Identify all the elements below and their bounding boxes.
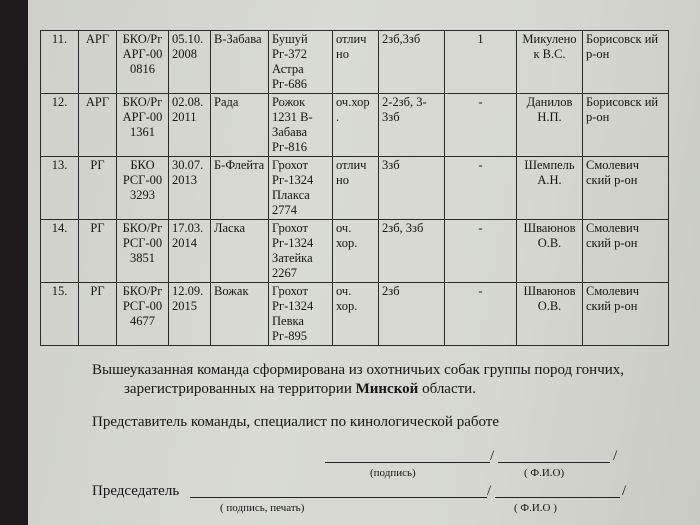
cell-reg: БКО/Рг АРГ-001361 [117, 94, 169, 157]
cell-reg: БКО/Рг РСГ-004677 [117, 283, 169, 346]
cell-name: Б-Флейта [211, 157, 269, 220]
chairman-name-line [495, 497, 620, 498]
cell-diplomas: 2зб,3зб [379, 31, 445, 94]
footer: Вышеуказанная команда сформирована из охотничьих собак группы пород гончих, зарегистрированных на территории Минской области. Представитель команды, специалист по кинологической работе / / (подпись) ( Ф.И.О) Председатель / / ( подпись, печать) ( Ф.И.О ) [92, 362, 627, 514]
representative-label: Представитель команды, специалист по кинологической работе [92, 414, 499, 430]
cell-name: Вожак [211, 283, 269, 346]
cell-place: 1 [445, 31, 517, 94]
cell-num: 15. [41, 283, 79, 346]
cell-parents: Грохот Рг-1324 Певка Рг-895 [269, 283, 333, 346]
cell-reg: БКО/Рг РСГ-003851 [117, 220, 169, 283]
cell-date: 02.08. 2011 [169, 94, 211, 157]
cell-date: 17.03. 2014 [169, 220, 211, 283]
cell-breed: АРГ [79, 94, 117, 157]
representative-name-line [498, 462, 610, 463]
cell-date: 12.09. 2015 [169, 283, 211, 346]
cell-reg: БКО/Рг АРГ-000816 [117, 31, 169, 94]
cell-district: Смолевич ский р-он [583, 220, 669, 283]
cell-district: Смолевич ский р-он [583, 157, 669, 220]
cell-grade: оч. хор. [333, 283, 379, 346]
cell-grade: отлич но [333, 31, 379, 94]
cell-district: Смолевич ский р-он [583, 283, 669, 346]
chairman-label: Председатель [92, 483, 180, 499]
cell-name: В-Забава [211, 31, 269, 94]
cell-owner: Шваюнов О.В. [517, 283, 583, 346]
cell-grade: оч.хор . [333, 94, 379, 157]
cell-owner: Шваюнов О.В. [517, 220, 583, 283]
cell-breed: РГ [79, 220, 117, 283]
chairman-signature-line [190, 497, 487, 498]
cell-grade: отлич но [333, 157, 379, 220]
cell-parents: Рожок 1231 В-Забава Рг-816 [269, 94, 333, 157]
cell-name: Ласка [211, 220, 269, 283]
cell-num: 14. [41, 220, 79, 283]
cell-parents: Грохот Рг-1324 Затейка 2267 [269, 220, 333, 283]
cell-date: 05.10. 2008 [169, 31, 211, 94]
cell-num: 12. [41, 94, 79, 157]
cell-diplomas: 2зб [379, 283, 445, 346]
cell-num: 11. [41, 31, 79, 94]
cell-place: - [445, 94, 517, 157]
team-statement-line1: Вышеуказанная команда сформирована из охотничьих собак группы пород гончих, [92, 362, 625, 378]
signature-caption: (подпись) [370, 467, 416, 479]
cell-owner: Шемпель А.Н. [517, 157, 583, 220]
cell-grade: оч. хор. [333, 220, 379, 283]
cell-owner: Данилов Н.П. [517, 94, 583, 157]
signature-seal-caption: ( подпись, печать) [220, 502, 305, 514]
cell-diplomas: 2зб, 3зб [379, 220, 445, 283]
fio-caption: ( Ф.И.О) [524, 467, 565, 479]
cell-name: Рада [211, 94, 269, 157]
cell-place: - [445, 283, 517, 346]
cell-parents: Грохот Рг-1324 Плакса 2774 [269, 157, 333, 220]
cell-district: Борисовск ий р-он [583, 31, 669, 94]
cell-place: - [445, 220, 517, 283]
team-statement-line2: зарегистрированных на территории Минской области. [124, 381, 476, 397]
cell-district: Борисовск ий р-он [583, 94, 669, 157]
region-name: Минской [355, 381, 419, 397]
cell-diplomas: 2-2зб, 3-3зб [379, 94, 445, 157]
cell-parents: Бушуй Рг-372 Астра Рг-686 [269, 31, 333, 94]
cell-num: 13. [41, 157, 79, 220]
cell-breed: РГ [79, 283, 117, 346]
cell-breed: АРГ [79, 31, 117, 94]
cell-diplomas: 3зб [379, 157, 445, 220]
cell-breed: РГ [79, 157, 117, 220]
cell-reg: БКО РСГ-003293 [117, 157, 169, 220]
representative-signature-line [325, 462, 490, 463]
fio-caption-2: ( Ф.И.О ) [514, 502, 557, 514]
cell-owner: Микулено к В.С. [517, 31, 583, 94]
cell-place: - [445, 157, 517, 220]
cell-date: 30.07. 2013 [169, 157, 211, 220]
